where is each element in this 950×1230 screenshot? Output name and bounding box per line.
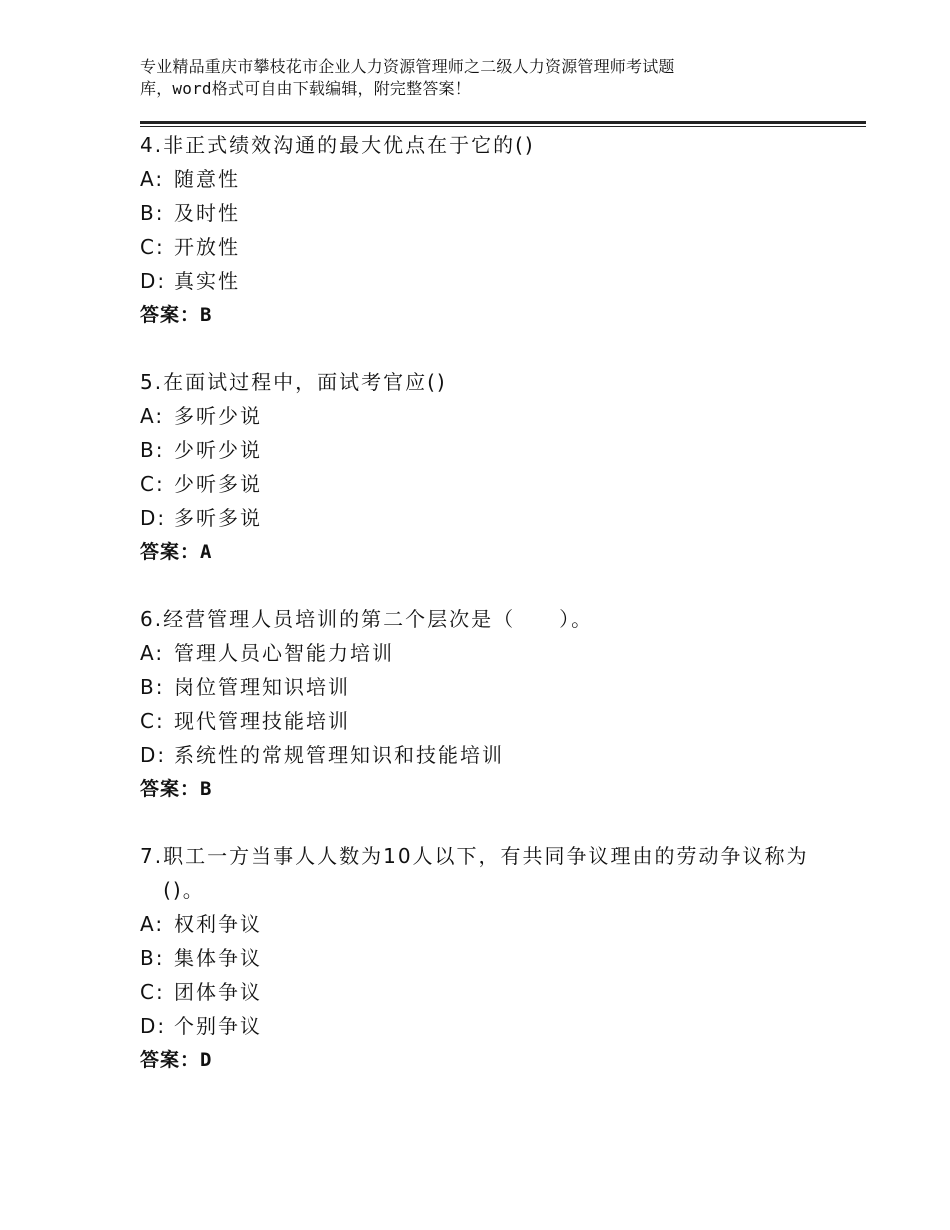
- option-b: [140, 670, 820, 704]
- option-b: [140, 941, 820, 975]
- answer-label: 答案：: [140, 304, 201, 326]
- option-letter: D:: [140, 269, 167, 293]
- question-stem: 非正式绩效沟通的最大优点在于它的(): [163, 133, 535, 157]
- option-text: 管理人员心智能力培训: [174, 641, 394, 665]
- option-a: [140, 162, 820, 196]
- option-c: [140, 467, 820, 501]
- answer-line: [140, 298, 820, 332]
- option-a: [140, 636, 820, 670]
- header-line-2: 库，word格式可自由下载编辑，附完整答案！: [140, 79, 471, 98]
- question-item: [140, 839, 820, 1077]
- answer-label: 答案：: [140, 1049, 201, 1071]
- option-text: 个别争议: [174, 1014, 262, 1038]
- option-text: 开放性: [174, 235, 240, 259]
- header-divider-thick: [140, 121, 866, 124]
- answer-line: [140, 772, 820, 806]
- question-item: [140, 128, 820, 332]
- question-stem: 在面试过程中，面试考官应(): [163, 370, 447, 394]
- question-stem: 经营管理人员培训的第二个层次是（ ）。: [163, 607, 594, 631]
- answer-label: 答案：: [140, 778, 201, 800]
- option-c: [140, 704, 820, 738]
- option-letter: A:: [140, 912, 165, 936]
- answer-label: 答案：: [140, 541, 201, 563]
- option-letter: B:: [140, 946, 165, 970]
- answer-line: [140, 1043, 820, 1077]
- option-text: 少听少说: [174, 438, 262, 462]
- option-d: [140, 1009, 820, 1043]
- option-letter: D:: [140, 506, 167, 530]
- option-letter: A:: [140, 641, 165, 665]
- option-letter: D:: [140, 743, 167, 767]
- answer-value: D: [200, 1049, 213, 1071]
- option-text: 集体争议: [174, 946, 262, 970]
- question-number: 7.: [140, 844, 164, 868]
- option-letter: B:: [140, 675, 165, 699]
- option-text: 系统性的常规管理知识和技能培训: [174, 743, 504, 767]
- question-list: [140, 128, 820, 1110]
- answer-line: [140, 535, 820, 569]
- option-letter: C:: [140, 472, 165, 496]
- option-text: 随意性: [174, 167, 240, 191]
- answer-value: B: [200, 778, 213, 800]
- option-a: [140, 399, 820, 433]
- option-c: [140, 230, 820, 264]
- option-d: [140, 501, 820, 535]
- option-letter: C:: [140, 235, 165, 259]
- question-number: 6.: [140, 607, 164, 631]
- answer-value: B: [200, 304, 213, 326]
- question-stem: 职工一方当事人人数为10人以下，有共同争议理由的劳动争议称为()。: [163, 844, 809, 902]
- question-number: 4.: [140, 133, 164, 157]
- option-a: [140, 907, 820, 941]
- option-text: 权利争议: [174, 912, 262, 936]
- question-number: 5.: [140, 370, 164, 394]
- question-item: [140, 365, 820, 569]
- option-d: [140, 738, 820, 772]
- option-text: 多听多说: [174, 506, 262, 530]
- document-header: [140, 56, 780, 100]
- header-divider-thin: [140, 126, 866, 127]
- option-letter: C:: [140, 980, 165, 1004]
- header-line-1: 专业精品重庆市攀枝花市企业人力资源管理师之二级人力资源管理师考试题: [140, 57, 675, 76]
- question-item: [140, 602, 820, 806]
- option-b: [140, 196, 820, 230]
- option-letter: B:: [140, 438, 165, 462]
- option-letter: D:: [140, 1014, 167, 1038]
- answer-value: A: [200, 541, 213, 563]
- option-text: 真实性: [174, 269, 240, 293]
- option-letter: A:: [140, 404, 165, 428]
- option-text: 少听多说: [174, 472, 262, 496]
- option-letter: A:: [140, 167, 165, 191]
- question-text: [140, 839, 820, 907]
- option-text: 现代管理技能培训: [174, 709, 350, 733]
- option-b: [140, 433, 820, 467]
- option-text: 多听少说: [174, 404, 262, 428]
- question-text: [140, 602, 820, 636]
- option-letter: C:: [140, 709, 165, 733]
- option-text: 及时性: [174, 201, 240, 225]
- option-c: [140, 975, 820, 1009]
- question-text: [140, 128, 820, 162]
- option-text: 岗位管理知识培训: [174, 675, 350, 699]
- option-text: 团体争议: [174, 980, 262, 1004]
- question-text: [140, 365, 820, 399]
- option-d: [140, 264, 820, 298]
- option-letter: B:: [140, 201, 165, 225]
